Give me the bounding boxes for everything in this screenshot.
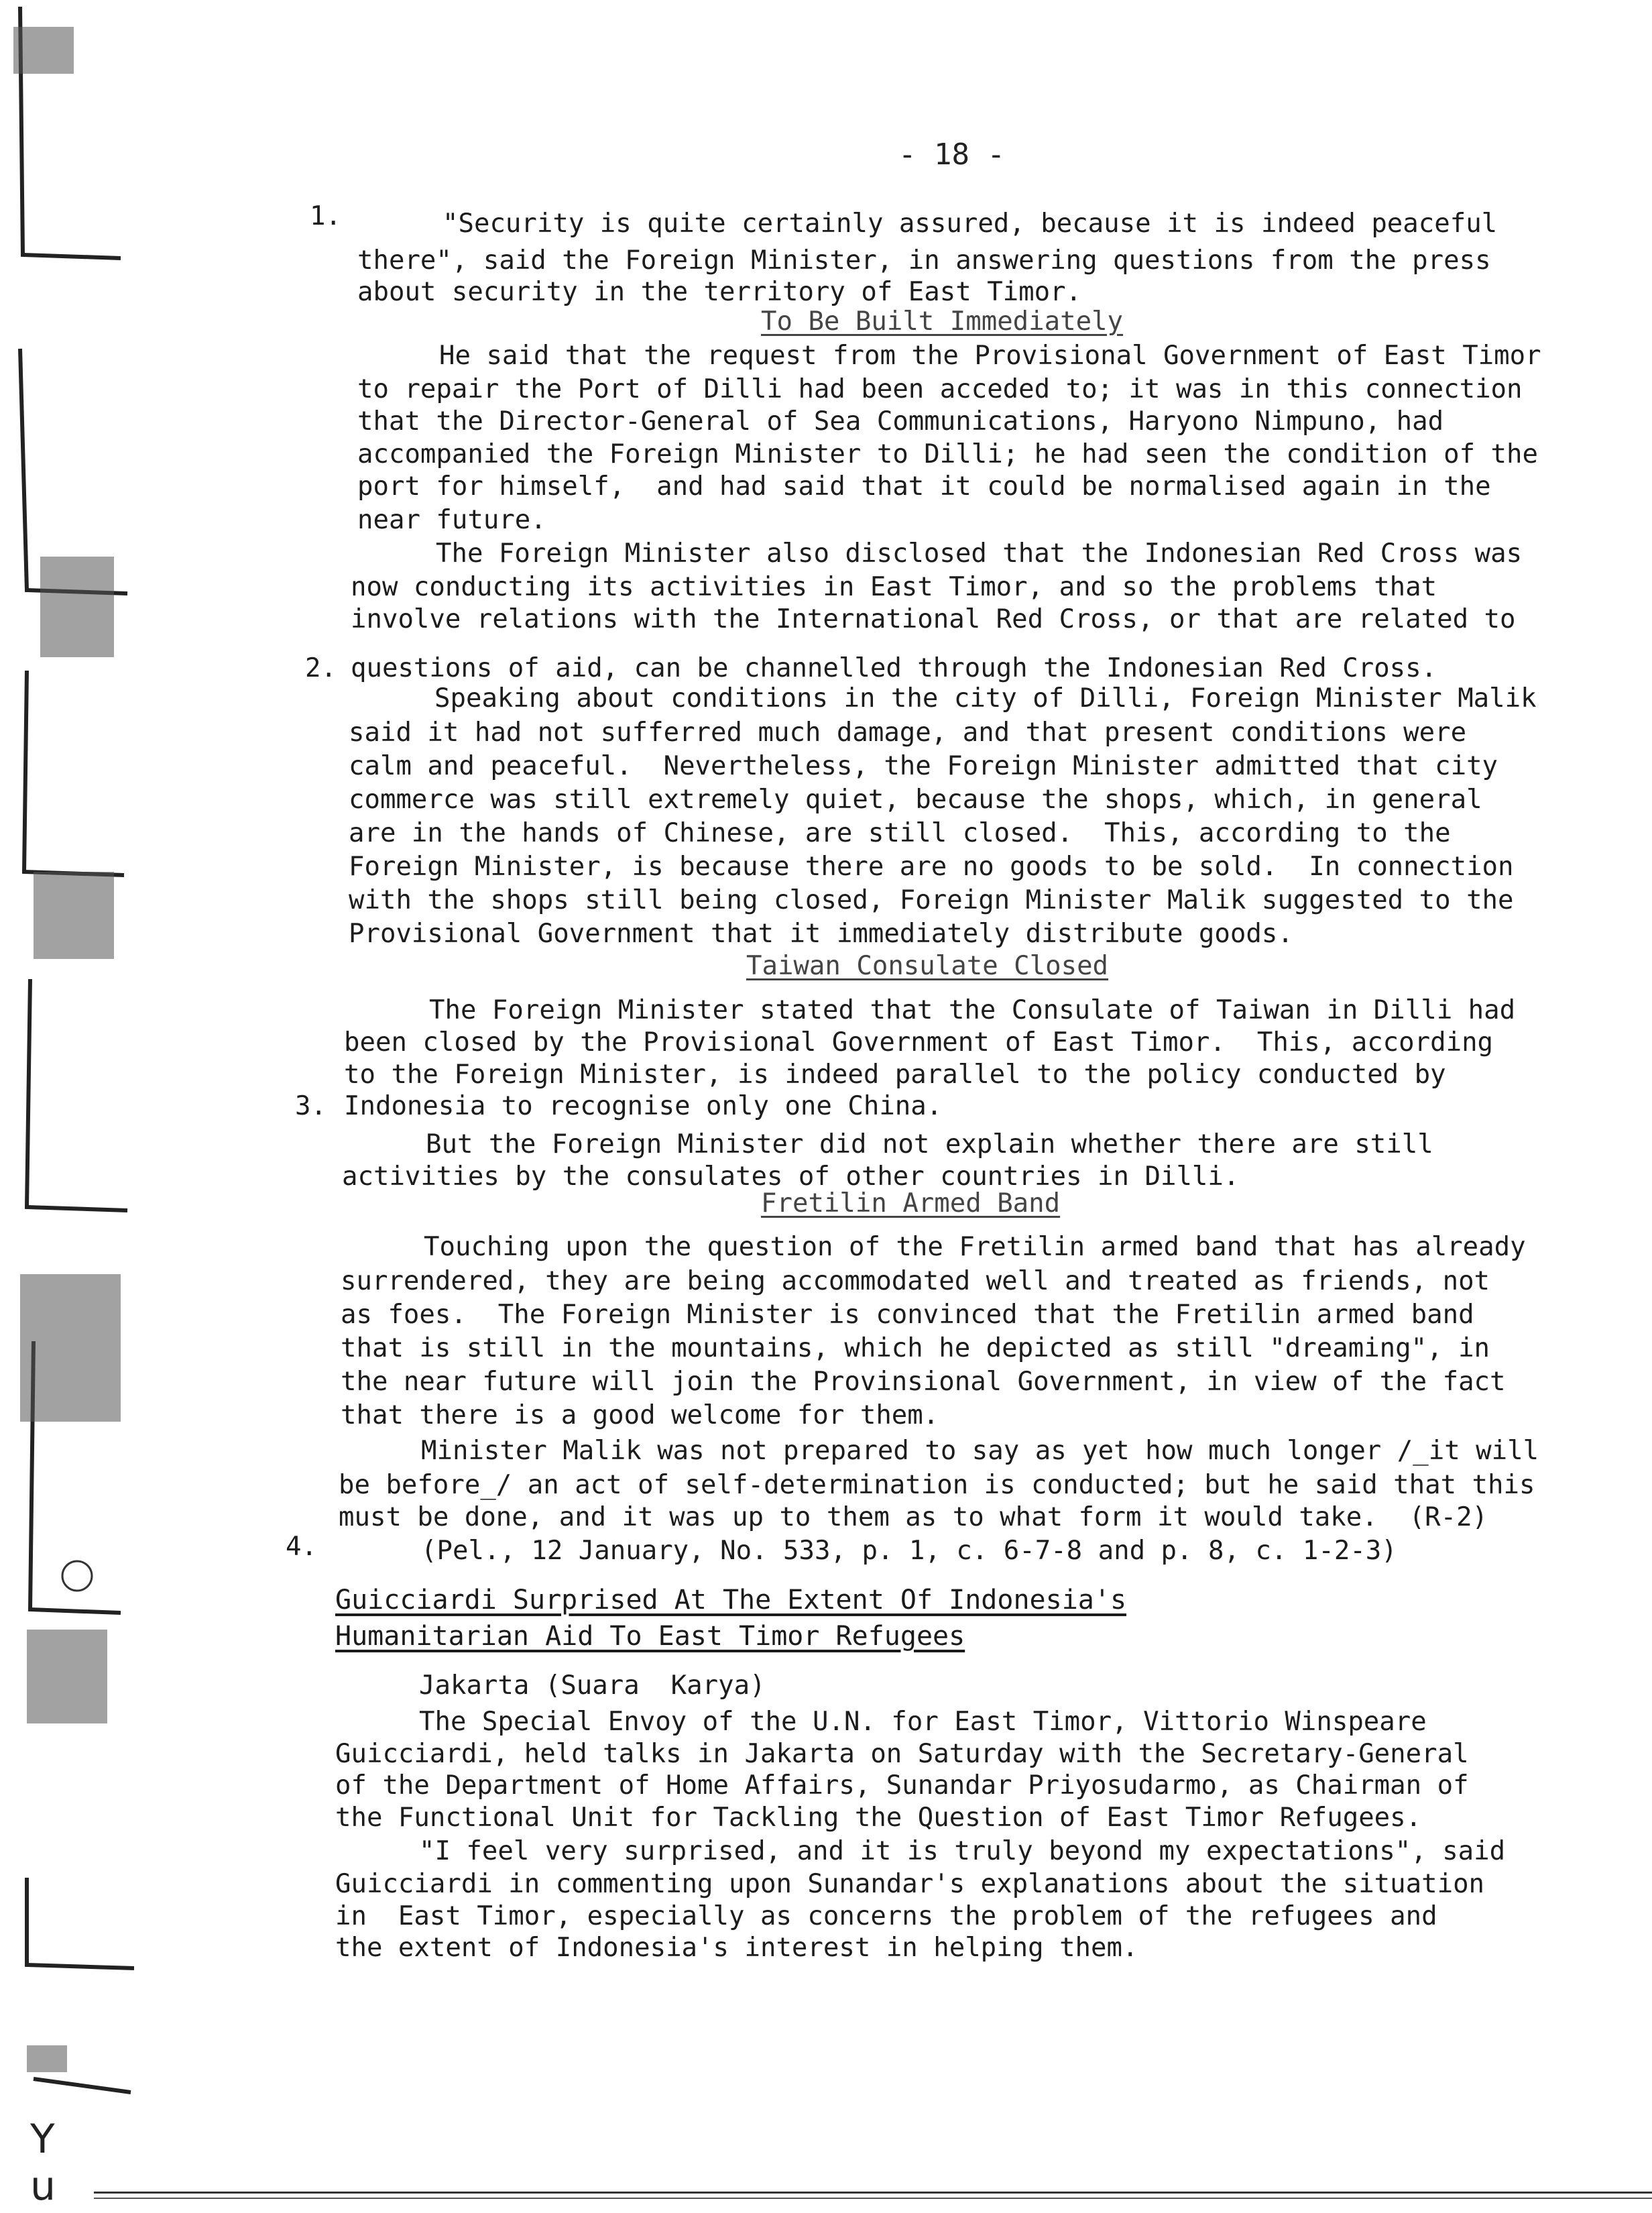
text-line: that the Director-General of Sea Communications, Haryono Nimpuno, had [357, 406, 1444, 437]
text-line: the near future will join the Provinsional Government, in view of the fact [341, 1367, 1506, 1397]
article-headline-line-2: Humanitarian Aid To East Timor Refugees [335, 1621, 965, 1652]
text-line: are in the hands of Chinese, are still closed. This, according to the [349, 818, 1451, 848]
text-line: must be done, and it was up to them as to what form it would take. (R-2) [339, 1502, 1488, 1532]
dateline: Jakarta (Suara Karya) [419, 1670, 766, 1701]
text-line: But the Foreign Minister did not explain whether there are still [426, 1129, 1433, 1159]
text-line: He said that the request from the Provisional Government of East Timor [439, 341, 1541, 371]
text-line: Guicciardi, held talks in Jakarta on Saturday with the Secretary-General [335, 1739, 1469, 1769]
text-line: accompanied the Foreign Minister to Dilli; he had seen the condition of the [357, 439, 1538, 469]
text-line: that there is a good welcome for them. [341, 1400, 939, 1430]
text-line: to the Foreign Minister, is indeed parallel to the policy conducted by [344, 1060, 1446, 1090]
text-line: calm and peaceful. Nevertheless, the Foreign Minister admitted that city [349, 751, 1498, 781]
text-line: of the Department of Home Affairs, Sunandar Priyosudarmo, as Chairman of [335, 1770, 1469, 1801]
text-line: commerce was still extremely quiet, because the shops, which, in general [349, 785, 1482, 815]
svg-text:Y: Y [30, 2116, 55, 2163]
text-line: activities by the consulates of other countries in Dilli. [342, 1161, 1240, 1192]
margin-number-2: 2. [305, 653, 337, 683]
text-line: with the shops still being closed, Foreign Minister Malik suggested to the [349, 885, 1514, 915]
margin-number-3: 3. [295, 1091, 327, 1121]
page-bottom-rule [94, 2192, 1652, 2199]
text-line: "Security is quite certainly assured, because it is indeed peaceful [442, 209, 1498, 239]
text-line: now conducting its activities in East Timor, and so the problems that [351, 572, 1437, 602]
subheading-to-be-built: To Be Built Immediately [761, 306, 1124, 337]
text-line: the Functional Unit for Tackling the Question of East Timor Refugees. [335, 1803, 1422, 1833]
text-line: The Foreign Minister also disclosed that the Indonesian Red Cross was [436, 538, 1523, 569]
text-line: Speaking about conditions in the city of Dilli, Foreign Minister Malik [434, 683, 1537, 714]
subheading-taiwan-consulate: Taiwan Consulate Closed [746, 951, 1109, 981]
text-line: Indonesia to recognise only one China. [344, 1091, 943, 1121]
text-line: involve relations with the International Red Cross, or that are related to [351, 604, 1516, 634]
text-line: in East Timor, especially as concerns the problem of the refugees and [335, 1901, 1437, 1931]
page-number: - 18 - [898, 137, 1005, 172]
text-line: the extent of Indonesia's interest in helping them. [335, 1933, 1138, 1963]
text-line: Foreign Minister, is because there are no goods to be sold. In connection [349, 852, 1514, 882]
article-headline-line-1: Guicciardi Surprised At The Extent Of Indonesia's [335, 1585, 1127, 1615]
text-line: to repair the Port of Dilli had been acceded to; it was in this connection [357, 374, 1523, 404]
text-line: questions of aid, can be channelled through the Indonesian Red Cross. [351, 653, 1437, 683]
text-line: about security in the territory of East Timor. [357, 277, 1082, 307]
subheading-fretilin-armed-band: Fretilin Armed Band [761, 1188, 1061, 1218]
text-line: Provisional Government that it immediately distribute goods. [349, 919, 1293, 949]
margin-number-4: 4. [286, 1532, 317, 1562]
binding-artifact-graphic [0, 0, 134, 2213]
text-line: Minister Malik was not prepared to say as yet how much longer /_it will [421, 1436, 1539, 1466]
text-line: as foes. The Foreign Minister is convinced that the Fretilin armed band [341, 1300, 1474, 1330]
text-line: there", said the Foreign Minister, in answering questions from the press [357, 245, 1491, 276]
scan-binding-edge [0, 0, 134, 2213]
margin-number-1: 1. [310, 201, 341, 231]
text-line: been closed by the Provisional Government of East Timor. This, according [344, 1027, 1494, 1058]
text-line: Guicciardi in commenting upon Sunandar's explanations about the situation [335, 1869, 1485, 1899]
text-line: (Pel., 12 January, No. 533, p. 1, c. 6-7-8 and p. 8, c. 1-2-3) [421, 1536, 1397, 1566]
text-line: "I feel very surprised, and it is truly beyond my expectations", said [419, 1836, 1506, 1866]
text-line: near future. [357, 505, 546, 535]
text-line: port for himself, and had said that it could be normalised again in the [357, 471, 1491, 502]
text-line: The Special Envoy of the U.N. for East Timor, Vittorio Winspeare [419, 1707, 1427, 1737]
text-line: surrendered, they are being accommodated well and treated as friends, not [341, 1266, 1490, 1296]
text-line: Touching upon the question of the Fretilin armed band that has already [424, 1232, 1526, 1262]
text-line: be before_/ an act of self-determination is conducted; but he said that this [339, 1470, 1535, 1500]
text-line: that is still in the mountains, which he depicted as still "dreaming", in [341, 1333, 1490, 1363]
text-line: The Foreign Minister stated that the Consulate of Taiwan in Dilli had [429, 995, 1516, 1025]
text-line: said it had not sufferred much damage, and that present conditions were [349, 718, 1467, 748]
svg-text:u: u [30, 2163, 56, 2210]
